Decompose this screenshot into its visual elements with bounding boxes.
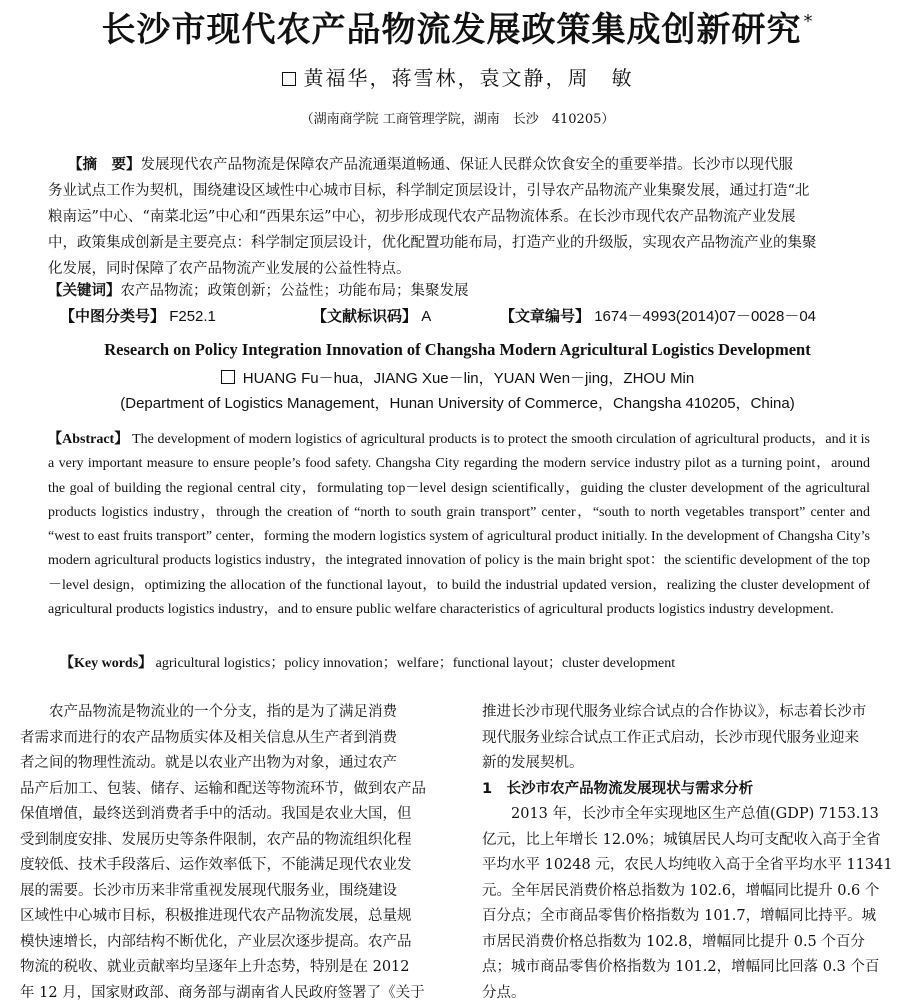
body-column-right	[482, 700, 907, 1006]
body-column-left	[20, 700, 445, 1006]
abstract-en-text: The development of modern logistics of agricultural products is to protect the smooth circulation of agricultural products，and it is a very important measure to ensure people’s food safety. Changsha City regarding the modern service industry pilot as a turning point，around the goal of building the regional central city，formulating top－level design scientifically，guiding the cluster development of the agricultural products logistics industry，through the creation of “north to south grain transport” center，“south to north vegetables transport” center and “west to east fruits transport” center，forming the modern logistics system of agricultural product initially. In the development of Changsha City’s modern agricultural products logistics industry，the integrated innovation of policy is the main bright spot：the scientific development of the top－level design，optimizing the allocation of the functional layout，to build the industrial updated version，realizing the cluster development of agricultural products logistics industry，and to ensure public welfare characteristics of agricultural products logistics industry development.	[48, 432, 870, 618]
affiliation-cn: （湖南商学院 工商管理学院，湖南 长沙 410205）	[300, 112, 615, 127]
body-line: 度较低、技术手段落后、运作效率低下，不能满足现代农业发	[20, 857, 412, 873]
abstract-cn-line: 中，政策集成创新是主要亮点：科学制定顶层设计，优化配置功能布局，打造产业的升级版，实现农产品物流产业的集聚	[48, 235, 817, 251]
section-heading: 1 长沙市农产品物流发展现状与需求分析	[482, 780, 754, 797]
abstract-cn-label: 【摘 要】	[68, 157, 141, 173]
keywords-cn-text: 农产品物流；政策创新；公益性；功能布局；集聚发展	[120, 283, 469, 299]
keywords-en-text: agricultural logistics；policy innovation；welfare；functional layout；cluster development	[152, 656, 676, 671]
abstract-en-label: 【Abstract】	[48, 432, 129, 447]
keywords-cn	[48, 280, 878, 302]
body-line: 保值增值，最终送到消费者手中的活动。我国是农业大国，但	[20, 806, 412, 822]
body-line: 点；城市商品零售价格指数为 101.2，增幅同比回落 0.3 个百	[482, 959, 880, 975]
title-footnote-mark: *	[803, 11, 814, 32]
keywords-en	[60, 652, 880, 672]
body-line: 受到制度安排、发展历史等条件限制，农产品的物流组织化程	[20, 831, 412, 848]
body-line: 平均水平 10248 元，农民人均纯收入高于全省平均水平 11341	[482, 857, 893, 873]
body-line: 百分点；全市商品零售价格指数为 101.7，增幅同比持平。城	[482, 908, 877, 924]
abstract-cn	[48, 152, 878, 282]
paper-title: 长沙市现代农产品物流发展政策集成创新研究 *	[101, 10, 814, 50]
body-line: 年 12 月，国家财政部、商务部与湖南省人民政府签署了《关于	[20, 984, 425, 1001]
keywords-en-label: 【Key words】	[60, 656, 153, 671]
body-line: 亿元，比上年增长 12.0%；城镇居民人均可支配收入高于全省	[482, 831, 881, 848]
paper-title-en: Research on Policy Integration Innovation of Changsha Modern Agricultural Logistics Development	[104, 340, 811, 359]
body-line: 展的需要。长沙市历来非常重视发展现代服务业，围绕建设	[20, 882, 397, 899]
clc-code: 【中图分类号】 F252.1	[60, 307, 216, 325]
body-line: 模快速增长，内部结构不断优化，产业层次逐步提高。农产品	[20, 933, 412, 950]
body-line: 者之间的物理性流动。就是以农业产出物为对象，通过农产	[20, 755, 397, 771]
body-line: 2013 年，长沙市全年实现地区生产总值(GDP) 7153.13	[482, 806, 879, 822]
body-line: 元。全年居民消费价格总指数为 102.6，增幅同比提升 0.6 个	[482, 882, 880, 899]
body-line: 农产品物流是物流业的一个分支，指的是为了满足消费	[20, 704, 397, 720]
abstract-cn-line: 【摘 要】发展现代农产品物流是保障农产品流通渠道畅通、保证人民群众饮食安全的重要举措。长沙市以现代服	[68, 157, 793, 173]
article-id: 【文章编号】 1674－4993(2014)07－0028－04	[500, 307, 817, 325]
body-line: 者需求而进行的农产品物质实体及相关信息从生产者到消费	[20, 729, 397, 746]
abstract-cn-line: 粮南运”中心、“南菜北运”中心和“西果东运”中心，初步形成现代农产品物流体系。在长沙市现代农产品物流产业发展	[48, 209, 796, 225]
body-line: 新的发展契机。	[482, 755, 584, 771]
body-line: 推进长沙市现代服务业综合试点的合作协议》，标志着长沙市	[482, 704, 867, 720]
affiliation-en: (Department of Logistics Management，Hunan University of Commerce，Changsha 410205，China)	[120, 395, 795, 412]
body-line: 市居民消费价格总指数为 102.8，增幅同比提升 0.5 个百分	[482, 933, 865, 950]
body-line: 品产后加工、包装、储存、运输和配送等物流环节，做到农产品	[20, 780, 426, 797]
abstract-cn-line: 务业试点工作为契机，围绕建设区域性中心城市目标，科学制定顶层设计，引导农产品物流产业集聚发展，通过打造“北	[48, 183, 810, 199]
classification-line	[60, 305, 870, 327]
abstract-cn-line: 化发展，同时保障了农产品物流产业发展的公益性特点。	[48, 261, 411, 277]
body-line: 现代服务业综合试点工作正式启动，长沙市现代服务业迎来	[482, 729, 859, 746]
keywords-cn-label: 【关键词】	[48, 283, 121, 299]
authors-en: HUANG Fu－hua，JIANG Xue－lin，YUAN Wen－jing，ZHOU Min	[0, 367, 915, 388]
authors-cn: 黄福华，蒋雪林，袁文静，周 敏	[0, 62, 915, 91]
body-line: 分点。	[482, 984, 526, 1001]
body-line: 物流的税收、就业贡献率均呈逐年上升态势，特别是在 2012	[20, 959, 410, 975]
body-line: 区域性中心城市目标，积极推进现代农产品物流发展，总量规	[20, 908, 412, 924]
author-box-icon	[282, 72, 296, 86]
author-box-icon-en	[221, 370, 235, 384]
document-code: 【文献标识码】 A	[312, 307, 432, 325]
abstract-en	[48, 428, 870, 622]
